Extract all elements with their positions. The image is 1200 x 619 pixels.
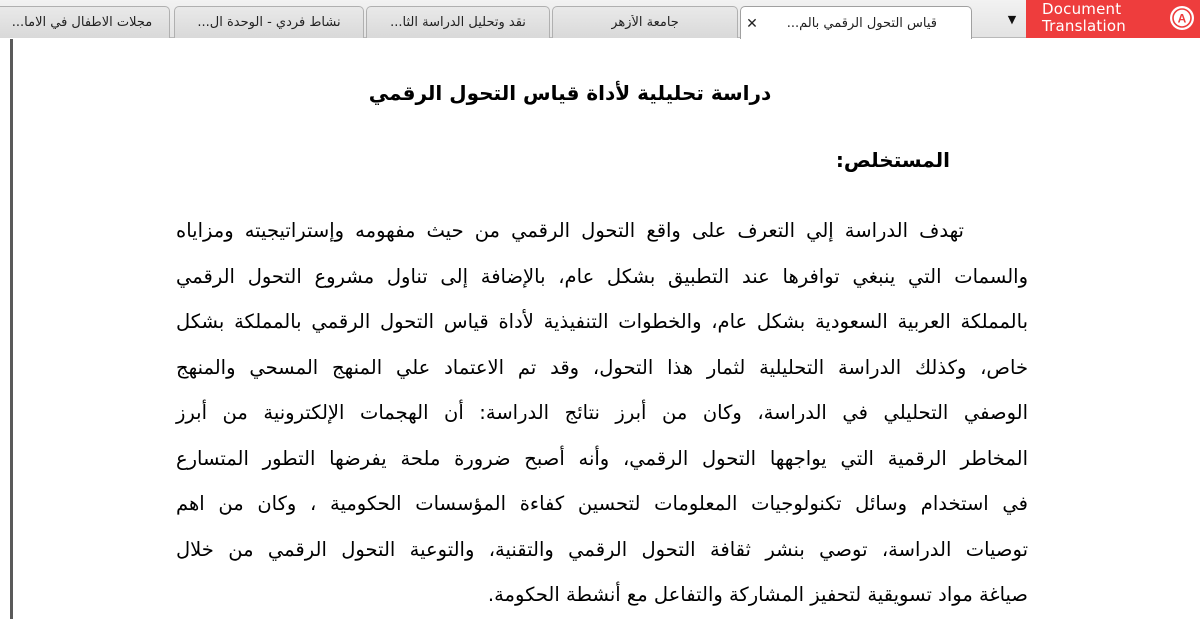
- abstract-line: والسمات التي ينبغي توافرها عند التطبيق بشكل عام، بالإضافة إلى تناول مشروع التحول الرقمي: [176, 264, 1028, 288]
- abstract-line: بالمملكة العربية السعودية بشكل عام، والخطوات التنفيذية لأداة قياس التحول الرقمي بالمملكة بشكل: [176, 310, 1028, 333]
- tab-label: نشاط فردي - الوحدة ال...: [197, 15, 341, 30]
- abstract-body: [176, 208, 1028, 618]
- close-icon[interactable]: ✕: [746, 16, 758, 32]
- tab-label: قياس التحول الرقمي بالم...: [786, 15, 937, 31]
- translate-icon: [1170, 6, 1194, 30]
- page-left-border: [10, 39, 13, 619]
- abstract-line: صياغة مواد تسويقية لتحفيز المشاركة والتفاعل مع أنشطة الحكومة.: [487, 583, 1028, 606]
- tab-al-azhar-university[interactable]: [552, 6, 738, 38]
- tab-digital-transformation[interactable]: [740, 6, 972, 39]
- tab-label: نقد وتحليل الدراسة الثا...: [390, 15, 526, 30]
- abstract-line: الوصفي التحليلي في الدراسة، وكان من أبرز نتائج الدراسة: أن الهجمات الإلكترونية من أبرز: [176, 401, 1028, 424]
- abstract-heading: المستخلص:: [835, 148, 950, 172]
- document-translation-button[interactable]: [1026, 0, 1200, 38]
- tab-children-magazines[interactable]: [0, 6, 170, 38]
- document-title: دراسة تحليلية لأداة قياس التحول الرقمي: [368, 81, 772, 105]
- translate-icon-letter: A: [1177, 11, 1187, 26]
- tab-critique-study[interactable]: [366, 6, 550, 38]
- abstract-line: تهدف الدراسة إلي التعرف على واقع التحول الرقمي من حيث مفهومه وإستراتيجيته ومزاياه: [176, 219, 964, 242]
- tab-bar: [0, 0, 1200, 38]
- tab-individual-activity[interactable]: [174, 6, 364, 38]
- tab-label: جامعة الأزهر: [611, 15, 679, 30]
- abstract-line: في استخدام وسائل تكنولوجيات المعلومات لتحسين كفاءة المؤسسات الحكومية ، وكان من اهم: [176, 492, 1028, 515]
- tab-label: مجلات الاطفال في الاما...: [11, 15, 153, 30]
- abstract-line: توصيات الدراسة، توصي بنشر ثقافة التحول الرقمي والتقنية، والتوعية التحول الرقمي من خلال: [176, 537, 1028, 561]
- document-translation-label: Document Translation: [1042, 0, 1126, 35]
- chevron-down-icon[interactable]: ▼: [1007, 13, 1017, 26]
- abstract-line: المخاطر الرقمية التي يواجهها التحول الرقمي، وأنه أصبح ضرورة ملحة يفرضها التطور المتسارع: [176, 446, 1028, 470]
- abstract-line: خاص، وكذلك الدراسة التحليلية لثمار هذا التحول، وقد تم الاعتماد علي المنهج المسحي والمنهج: [176, 355, 1028, 379]
